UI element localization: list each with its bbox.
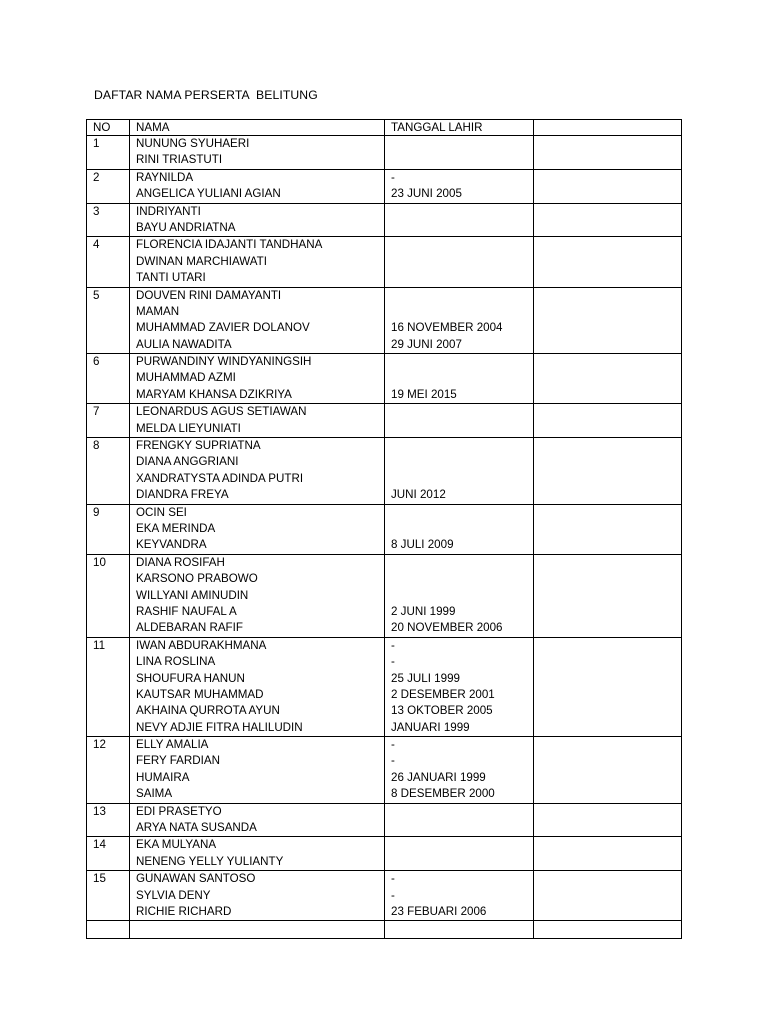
participant-name: FLORENCIA IDAJANTI TANDHANA (136, 238, 323, 252)
row-number (87, 438, 130, 505)
table-row (87, 803, 682, 837)
birthdates-cell (385, 803, 534, 837)
extra-cell (534, 737, 682, 804)
birth-date (391, 454, 527, 470)
participant-name: KEYVANDRA (136, 538, 207, 552)
row-number (87, 921, 130, 938)
header-tanggal-lahir: TANGGAL LAHIR (385, 120, 534, 136)
names-cell (130, 354, 385, 404)
extra-cell (534, 837, 682, 871)
participant-name: FRENGKY SUPRIATNA (136, 439, 261, 453)
birth-date: 23 FEBUARI 2006 (391, 904, 487, 918)
birth-date: JANUARI 1999 (391, 720, 470, 734)
names-cell (130, 287, 385, 354)
names-cell (130, 203, 385, 237)
birth-date: 23 JUNI 2005 (391, 187, 462, 201)
table-row (87, 737, 682, 804)
extra-cell (534, 237, 682, 287)
birth-date (391, 588, 527, 604)
participant-name: DWINAN MARCHIAWATI (136, 254, 267, 268)
participant-name: SYLVIA DENY (136, 888, 211, 902)
birth-date: - (391, 738, 395, 752)
names-cell (130, 554, 385, 637)
participant-name: TANTI UTARI (136, 271, 206, 285)
table-row (87, 871, 682, 921)
birthdates-cell (385, 354, 534, 404)
participant-name: WILLYANI AMINUDIN (136, 588, 249, 602)
row-number-text: 6 (93, 355, 100, 369)
birthdates-cell (385, 169, 534, 203)
birthdates-cell (385, 438, 534, 505)
birthdates-cell (385, 203, 534, 237)
row-number (87, 287, 130, 354)
participant-name: GUNAWAN SANTOSO (136, 872, 256, 886)
names-cell (130, 438, 385, 505)
participant-name: NUNUNG SYUHAERI (136, 137, 250, 150)
row-number (87, 504, 130, 554)
row-number-text: 13 (93, 804, 106, 818)
row-number-text: 12 (93, 738, 106, 752)
birth-date: 8 JULI 2009 (391, 538, 454, 552)
table-row (87, 404, 682, 438)
birthdates-cell (385, 921, 534, 938)
header-no: NO (87, 120, 130, 136)
table-row (87, 354, 682, 404)
participant-name: EKA MERINDA (136, 521, 216, 535)
participant-name: RICHIE RICHARD (136, 904, 232, 918)
participant-name: EKA MULYANA (136, 838, 217, 852)
birth-date (391, 854, 527, 870)
extra-cell (534, 637, 682, 736)
birth-date (391, 471, 527, 487)
extra-cell (534, 136, 682, 170)
birthdates-cell (385, 837, 534, 871)
participant-name: DIANA ANGGRIANI (136, 455, 239, 469)
birth-date (391, 304, 527, 320)
table-row (87, 169, 682, 203)
participant-name: ALDEBARAN RAFIF (136, 621, 243, 635)
row-number-text: 1 (93, 137, 100, 150)
names-cell (130, 504, 385, 554)
row-number-text: 15 (93, 872, 106, 886)
table-row (87, 554, 682, 637)
birth-date: 20 NOVEMBER 2006 (391, 621, 503, 635)
names-cell (130, 169, 385, 203)
birth-date: 13 OKTOBER 2005 (391, 704, 493, 718)
birth-date: - (391, 638, 395, 652)
birthdates-cell (385, 504, 534, 554)
participant-name: HUMAIRA (136, 770, 190, 784)
table-header-row (87, 120, 682, 136)
names-cell (130, 921, 385, 938)
participant-name: NEVY ADJIE FITRA HALILUDIN (136, 720, 303, 734)
participant-name: XANDRATYSTA ADINDA PUTRI (136, 471, 304, 485)
extra-cell (534, 921, 682, 938)
table-row (87, 921, 682, 938)
participant-name: ANGELICA YULIANI AGIAN (136, 187, 281, 201)
participant-name: DIANA ROSIFAH (136, 555, 225, 569)
birth-date (391, 204, 527, 220)
birthdates-cell (385, 737, 534, 804)
participant-name: SHOUFURA HANUN (136, 671, 245, 685)
row-number (87, 837, 130, 871)
birth-date (391, 237, 527, 253)
participant-table-body (87, 120, 682, 939)
birth-date: 2 DESEMBER 2001 (391, 687, 495, 701)
birth-date (391, 370, 527, 386)
participant-name: INDRIYANTI (136, 204, 201, 218)
participant-name: AKHAINA QURROTA AYUN (136, 704, 280, 718)
row-number (87, 803, 130, 837)
birth-date (391, 421, 527, 437)
birth-date (391, 404, 527, 420)
table-row (87, 203, 682, 237)
participant-name: MARYAM KHANSA DZIKRIYA (136, 387, 292, 401)
names-cell (130, 237, 385, 287)
names-cell (130, 871, 385, 921)
participant-name (136, 921, 378, 937)
extra-cell (534, 203, 682, 237)
row-number-text: 10 (93, 555, 106, 569)
participant-name: IWAN ABDURAKHMANA (136, 638, 267, 652)
participant-name: LINA ROSLINA (136, 655, 216, 669)
birth-date (391, 220, 527, 236)
birth-date: 19 MEI 2015 (391, 387, 457, 401)
names-cell (130, 637, 385, 736)
extra-cell (534, 169, 682, 203)
row-number-text: 2 (93, 170, 100, 184)
participant-name: AULIA NAWADITA (136, 337, 232, 351)
names-cell (130, 803, 385, 837)
row-number-text: 8 (93, 439, 100, 453)
birth-date (391, 354, 527, 370)
birth-date (391, 505, 527, 521)
extra-cell (534, 504, 682, 554)
birthdates-cell (385, 287, 534, 354)
extra-cell (534, 803, 682, 837)
participant-name: RASHIF NAUFAL A (136, 604, 237, 618)
extra-cell (534, 287, 682, 354)
row-number-text: 5 (93, 288, 100, 302)
birth-date (391, 270, 527, 286)
row-number (87, 737, 130, 804)
participant-table (86, 119, 682, 939)
participant-name: PURWANDINY WINDYANINGSIH (136, 355, 312, 369)
birth-date: 29 JUNI 2007 (391, 337, 462, 351)
birth-date: 2 JUNI 1999 (391, 604, 456, 618)
birth-date: - (391, 888, 395, 902)
row-number (87, 404, 130, 438)
participant-name: OCIN SEI (136, 505, 187, 519)
birthdates-cell (385, 637, 534, 736)
participant-name: SAIMA (136, 787, 173, 801)
participant-name: MAMAN (136, 304, 180, 318)
header-nama: NAMA (130, 120, 385, 136)
birth-date (391, 254, 527, 270)
birth-date (391, 438, 527, 454)
table-row (87, 287, 682, 354)
row-number-text: 9 (93, 505, 100, 519)
participant-name: ELLY AMALIA (136, 738, 209, 752)
row-number-text (93, 921, 123, 937)
birthdates-cell (385, 554, 534, 637)
row-number-text: 11 (93, 638, 106, 652)
table-row (87, 438, 682, 505)
participant-name: DIANDRA FREYA (136, 488, 229, 502)
table-row (87, 637, 682, 736)
birth-date (391, 571, 527, 587)
birth-date (391, 288, 527, 304)
extra-cell (534, 404, 682, 438)
table-row (87, 837, 682, 871)
birth-date: - (391, 872, 395, 886)
birth-date: - (391, 754, 395, 768)
birth-date (391, 152, 527, 168)
participant-name: KAUTSAR MUHAMMAD (136, 687, 264, 701)
participant-name: RINI TRIASTUTI (136, 153, 223, 167)
row-number-text: 7 (93, 405, 100, 419)
birth-date: JUNI 2012 (391, 488, 446, 502)
row-number (87, 169, 130, 203)
row-number (87, 354, 130, 404)
participant-name: EDI PRASETYO (136, 804, 222, 818)
row-number (87, 203, 130, 237)
extra-cell (534, 354, 682, 404)
birth-date: - (391, 170, 395, 184)
extra-cell (534, 438, 682, 505)
table-row (87, 237, 682, 287)
birthdates-cell (385, 237, 534, 287)
table-row (87, 504, 682, 554)
participant-name: RAYNILDA (136, 170, 194, 184)
participant-name: NENENG YELLY YULIANTY (136, 854, 284, 868)
names-cell (130, 737, 385, 804)
row-number (87, 136, 130, 170)
birth-date: 16 NOVEMBER 2004 (391, 321, 503, 335)
participant-name: MUHAMMAD AZMI (136, 371, 236, 385)
participant-name: KARSONO PRABOWO (136, 572, 258, 586)
participant-name: FERY FARDIAN (136, 754, 220, 768)
names-cell (130, 404, 385, 438)
header-extra (534, 120, 682, 136)
names-cell (130, 837, 385, 871)
birth-date (391, 921, 527, 937)
birth-date (391, 820, 527, 836)
birth-date (391, 555, 527, 571)
extra-cell (534, 554, 682, 637)
row-number (87, 237, 130, 287)
birth-date: 8 DESEMBER 2000 (391, 787, 495, 801)
row-number-text: 3 (93, 204, 100, 218)
participant-name: MUHAMMAD ZAVIER DOLANOV (136, 321, 310, 335)
birth-date (391, 804, 527, 820)
participant-name: MELDA LIEYUNIATI (136, 421, 241, 435)
birth-date: - (391, 655, 395, 669)
names-cell (130, 136, 385, 170)
row-number (87, 871, 130, 921)
birth-date: 26 JANUARI 1999 (391, 770, 486, 784)
birth-date (391, 837, 527, 853)
row-number-text: 14 (93, 838, 106, 852)
participant-name: BAYU ANDRIATNA (136, 220, 236, 234)
row-number (87, 554, 130, 637)
birthdates-cell (385, 136, 534, 170)
birthdates-cell (385, 404, 534, 438)
row-number-text: 4 (93, 238, 100, 252)
birthdates-cell (385, 871, 534, 921)
participant-name: ARYA NATA SUSANDA (136, 821, 257, 835)
participant-name: LEONARDUS AGUS SETIAWAN (136, 405, 307, 419)
table-row (87, 136, 682, 170)
birth-date (391, 521, 527, 537)
participant-name: DOUVEN RINI DAMAYANTI (136, 288, 282, 302)
extra-cell (534, 871, 682, 921)
row-number (87, 637, 130, 736)
birth-date (391, 136, 527, 152)
birth-date: 25 JULI 1999 (391, 671, 460, 685)
page-title: DAFTAR NAMA PERSERTA BELITUNG (94, 88, 318, 102)
